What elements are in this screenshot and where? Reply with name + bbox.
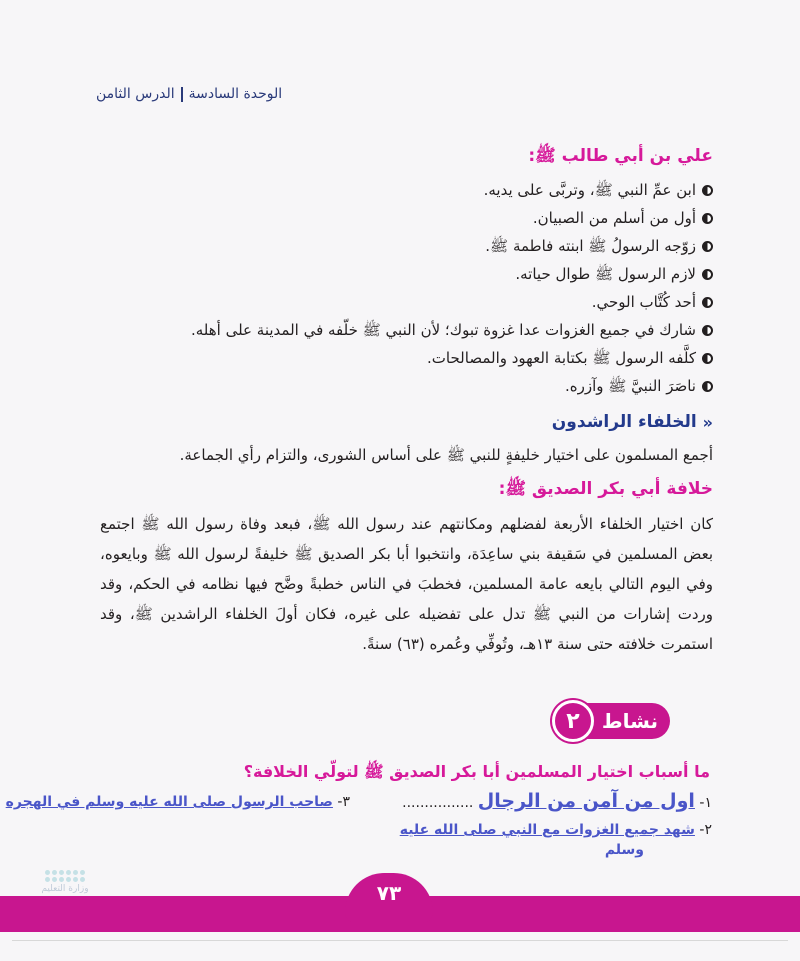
list-item bbox=[100, 372, 713, 400]
logo-dots-icon bbox=[30, 870, 100, 882]
bullet-icon bbox=[702, 353, 713, 364]
list-item-text: أول من أسلم من الصبيان. bbox=[532, 209, 696, 227]
answer-handwritten: صاحب الرسول صلى الله عليه وسلم في الهجره bbox=[5, 794, 333, 810]
abubakr-paragraph: كان اختيار الخلفاء الأربعة لفضلهم ومكانتهم عند رسول الله ﷺ، فبعد وفاة رسول الله ﷺ اجتمع بعض المسلمين في سَقيفة بني ساعِدَة، وانتخبوا أبا بكر الصديق ﷺ خليفةً لرسول الله ﷺ وبايعوه، وفي اليوم التالي بايعه عامة المسلمين، فخطبَ في الناس خطبةً وضَّح فيها نظامه في الحكم، وقد وردت إشارات من النبي ﷺ تدل على تفضيله على غيره، فكان أولَ الخلفاء الراشدين ﷺ، وقد استمرت خلافته حتى سنة ١٣هـ، وتُوفِّي وعُمره (٦٣) سنةً. bbox=[100, 515, 713, 653]
list-item bbox=[100, 204, 713, 232]
answer-number: ٢- bbox=[699, 822, 712, 838]
bullet-icon bbox=[702, 241, 713, 252]
list-item-text: ابن عمِّ النبي ﷺ، وتربَّى على يديه. bbox=[483, 181, 696, 199]
answer-dots: ................ bbox=[402, 795, 474, 811]
ministry-logo bbox=[30, 870, 100, 910]
caliphs-section-title bbox=[100, 412, 713, 432]
answer-handwritten: اول من آمن من الرجال bbox=[477, 790, 695, 812]
list-item bbox=[100, 260, 713, 288]
bullet-icon bbox=[702, 213, 713, 224]
double-chevron-icon: « bbox=[702, 412, 713, 432]
list-item-text: زوّجه الرسولُ ﷺ ابنته فاطمة ﷺ. bbox=[485, 237, 696, 255]
unit-label: الوحدة السادسة bbox=[188, 86, 283, 102]
abubakr-section-title: خلافة أبي بكر الصديق ﷺ: bbox=[498, 479, 713, 499]
page-number-text: ٧٣ bbox=[376, 881, 402, 905]
activity-label: نشاط bbox=[601, 709, 658, 733]
list-item bbox=[100, 316, 713, 344]
list-item bbox=[100, 288, 713, 316]
list-item bbox=[100, 232, 713, 260]
answer-number: ٣- bbox=[337, 794, 350, 810]
activity-question: ما أسباب اختيار المسلمين أبا بكر الصديق ﷺ لتولّي الخلافة؟ bbox=[243, 762, 710, 781]
header-separator bbox=[181, 87, 183, 102]
page-bottom-line bbox=[12, 940, 788, 941]
list-item bbox=[100, 176, 713, 204]
list-item-text: أحد كُتَّاب الوحي. bbox=[591, 293, 696, 311]
bullet-icon bbox=[702, 381, 713, 392]
caliphs-paragraph: أجمع المسلمون على اختيار خليفةٍ للنبي ﷺ على أساس الشورى، والتزام رأي الجماعة. bbox=[179, 446, 713, 464]
bullet-icon bbox=[702, 269, 713, 280]
answer-2[interactable] bbox=[400, 822, 712, 858]
page-number bbox=[345, 873, 433, 923]
answer-3[interactable] bbox=[6, 794, 350, 810]
list-item-text: لازم الرسول ﷺ طوال حياته. bbox=[515, 265, 696, 283]
ali-section-title: علي بن أبي طالب ﷺ: bbox=[528, 146, 713, 166]
ali-bullet-list bbox=[100, 176, 713, 400]
answer-handwritten-cont: وسلم bbox=[604, 842, 644, 858]
activity-badge bbox=[552, 700, 670, 742]
main-content bbox=[100, 145, 713, 663]
list-item-text: ناصَرَ النبيَّ ﷺ وآزره. bbox=[564, 377, 696, 395]
bullet-icon bbox=[702, 185, 713, 196]
page-header bbox=[96, 86, 282, 102]
list-item-text: شارك في جميع الغزوات عدا غزوة تبوك؛ لأن النبي ﷺ خلّفه في المدينة على أهله. bbox=[190, 321, 696, 339]
logo-text: وزارة التعليم bbox=[41, 884, 89, 894]
answer-1[interactable] bbox=[402, 790, 712, 812]
caliphs-title-text: الخلفاء الراشدون bbox=[551, 412, 697, 432]
bullet-icon bbox=[702, 325, 713, 336]
activity-number: ٢ bbox=[552, 700, 594, 742]
lesson-label: الدرس الثامن bbox=[96, 86, 175, 102]
bullet-icon bbox=[702, 297, 713, 308]
answer-number: ١- bbox=[699, 795, 712, 811]
list-item-text: كلَّفه الرسول ﷺ بكتابة العهود والمصالحات. bbox=[427, 349, 696, 367]
answer-handwritten: شهد جميع الغزوات مع النبي صلى الله عليه bbox=[399, 822, 695, 838]
list-item bbox=[100, 344, 713, 372]
